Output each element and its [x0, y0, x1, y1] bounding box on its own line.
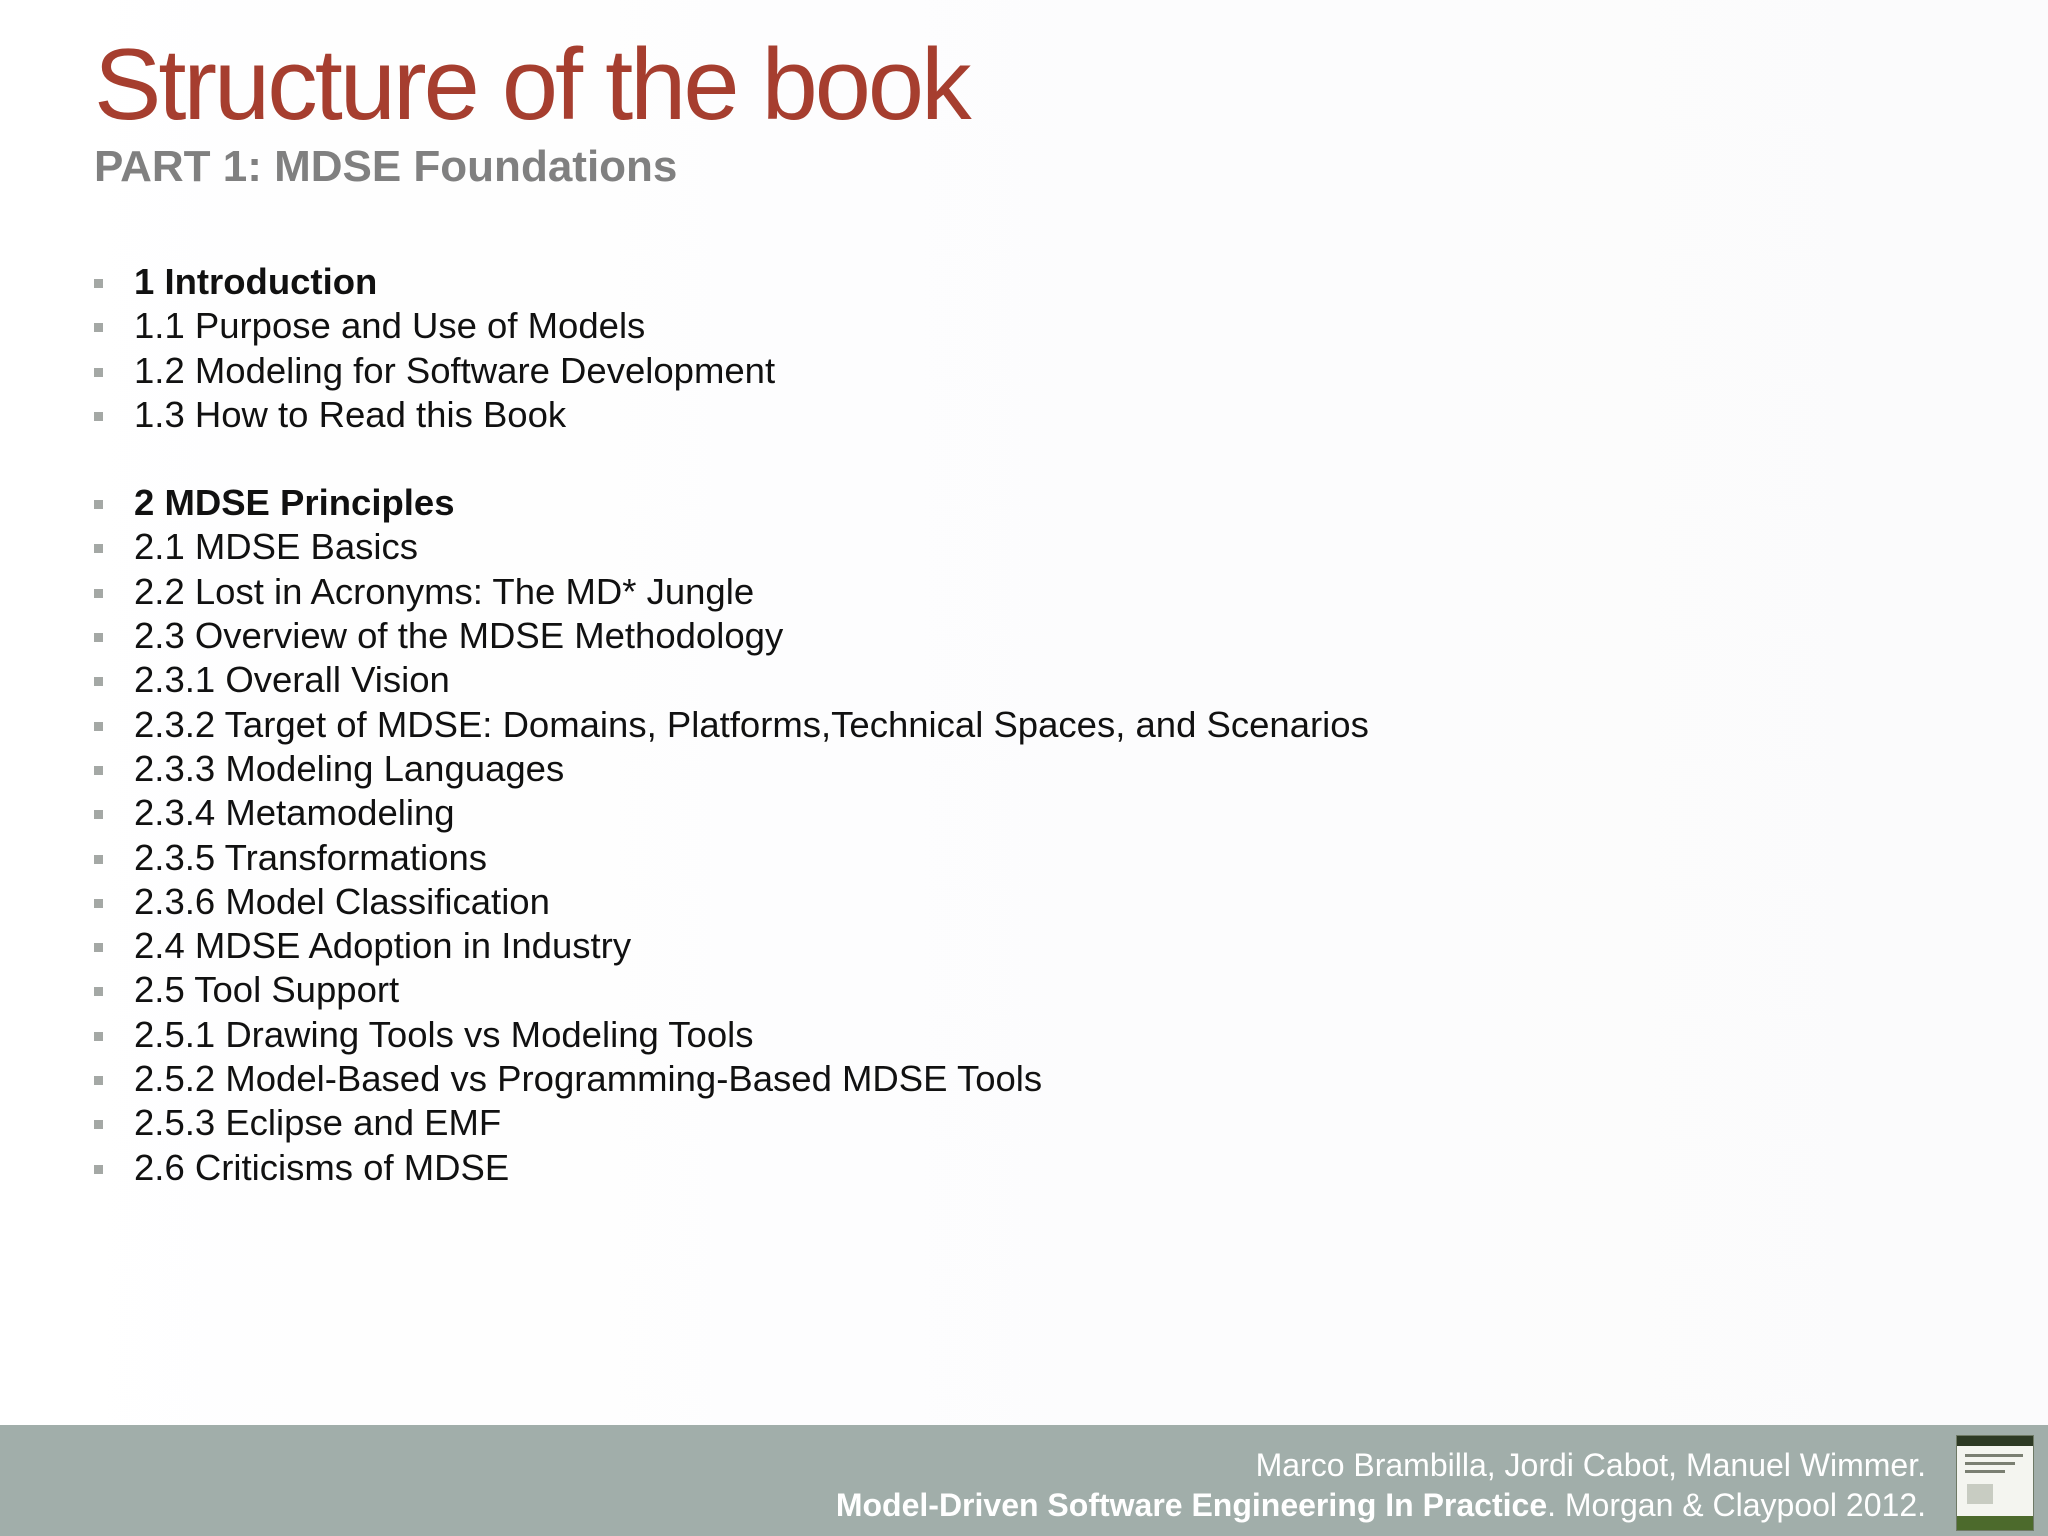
toc-item-text: 2.3 Overview of the MDSE Methodology [134, 615, 784, 657]
toc-section [94, 349, 1369, 393]
bullet-square-icon [94, 943, 103, 952]
toc-item-text: 2 MDSE Principles [134, 482, 455, 524]
toc-item-text: 2.6 Criticisms of MDSE [134, 1146, 510, 1188]
bullet-square-icon [94, 1120, 103, 1129]
toc-section [94, 747, 1369, 791]
toc-chapter [94, 260, 1369, 304]
bullet-square-icon [94, 899, 103, 908]
bullet-square-icon [94, 810, 103, 819]
bullet-square-icon [94, 1032, 103, 1041]
bullet-square-icon [94, 633, 103, 642]
toc-item-text: 1.2 Modeling for Software Development [134, 349, 776, 391]
toc-section [94, 1101, 1369, 1145]
toc-section [94, 836, 1369, 880]
bullet-square-icon [94, 323, 103, 332]
toc-item-text: 1.1 Purpose and Use of Models [134, 305, 646, 347]
slide-subtitle: PART 1: MDSE Foundations [94, 142, 678, 191]
toc-item-text: 2.5.1 Drawing Tools vs Modeling Tools [134, 1013, 754, 1055]
bullet-square-icon [94, 500, 103, 509]
toc-item-text: 2.5.2 Model-Based vs Programming-Based MDSE Tools [134, 1058, 1043, 1100]
bullet-square-icon [94, 589, 103, 598]
bullet-square-icon [94, 1076, 103, 1085]
footer-book-title: Model-Driven Software Engineering In Practice [835, 1487, 1548, 1523]
table-of-contents [94, 260, 1369, 1190]
bullet-square-icon [94, 677, 103, 686]
slide-title: Structure of the book [94, 29, 969, 141]
toc-item-text: 2.3.5 Transformations [134, 836, 488, 878]
bullet-square-icon [94, 368, 103, 377]
bullet-square-icon [94, 855, 103, 864]
bullet-square-icon [94, 279, 103, 288]
toc-section [94, 1013, 1369, 1057]
toc-section [94, 304, 1369, 348]
toc-section [94, 614, 1369, 658]
bullet-square-icon [94, 766, 103, 775]
toc-section [94, 968, 1369, 1012]
toc-item-text: 1.3 How to Read this Book [134, 393, 567, 435]
toc-section [94, 703, 1369, 747]
toc-section [94, 570, 1369, 614]
toc-item-text: 2.3.3 Modeling Languages [134, 747, 565, 789]
toc-section [94, 924, 1369, 968]
toc-section [94, 1057, 1369, 1101]
toc-item-text: 2.3.2 Target of MDSE: Domains, Platforms,Technical Spaces, and Scenarios [134, 703, 1369, 745]
toc-section [94, 880, 1369, 924]
toc-item-text: 2.4 MDSE Adoption in Industry [134, 925, 632, 967]
toc-item-text: 2.3.6 Model Classification [134, 880, 550, 922]
toc-item-text: 2.5.3 Eclipse and EMF [134, 1102, 502, 1144]
toc-section [94, 393, 1369, 437]
bullet-square-icon [94, 722, 103, 731]
toc-item-text: 2.2 Lost in Acronyms: The MD* Jungle [134, 570, 755, 612]
footer-authors: Marco Brambilla, Jordi Cabot, Manuel Wimmer. [1255, 1447, 1926, 1483]
toc-section [94, 658, 1369, 702]
toc-item-text: 2.1 MDSE Basics [134, 526, 418, 568]
bullet-square-icon [94, 412, 103, 421]
footer-publisher: . Morgan & Claypool 2012. [1547, 1487, 1926, 1523]
toc-item-text: 2.3.1 Overall Vision [134, 659, 450, 701]
toc-item-text: 2.3.4 Metamodeling [134, 792, 455, 834]
bullet-square-icon [94, 1165, 103, 1174]
footer-citation [836, 1487, 1926, 1524]
toc-section [94, 791, 1369, 835]
toc-chapter [94, 481, 1369, 525]
toc-item-text: 1 Introduction [134, 261, 378, 302]
toc-item-text: 2.5 Tool Support [134, 969, 400, 1011]
bullet-square-icon [94, 544, 103, 553]
book-cover-thumbnail [1956, 1435, 2034, 1531]
toc-section [94, 1146, 1369, 1190]
bullet-square-icon [94, 987, 103, 996]
footer-bar [0, 1425, 2048, 1536]
toc-section [94, 525, 1369, 569]
